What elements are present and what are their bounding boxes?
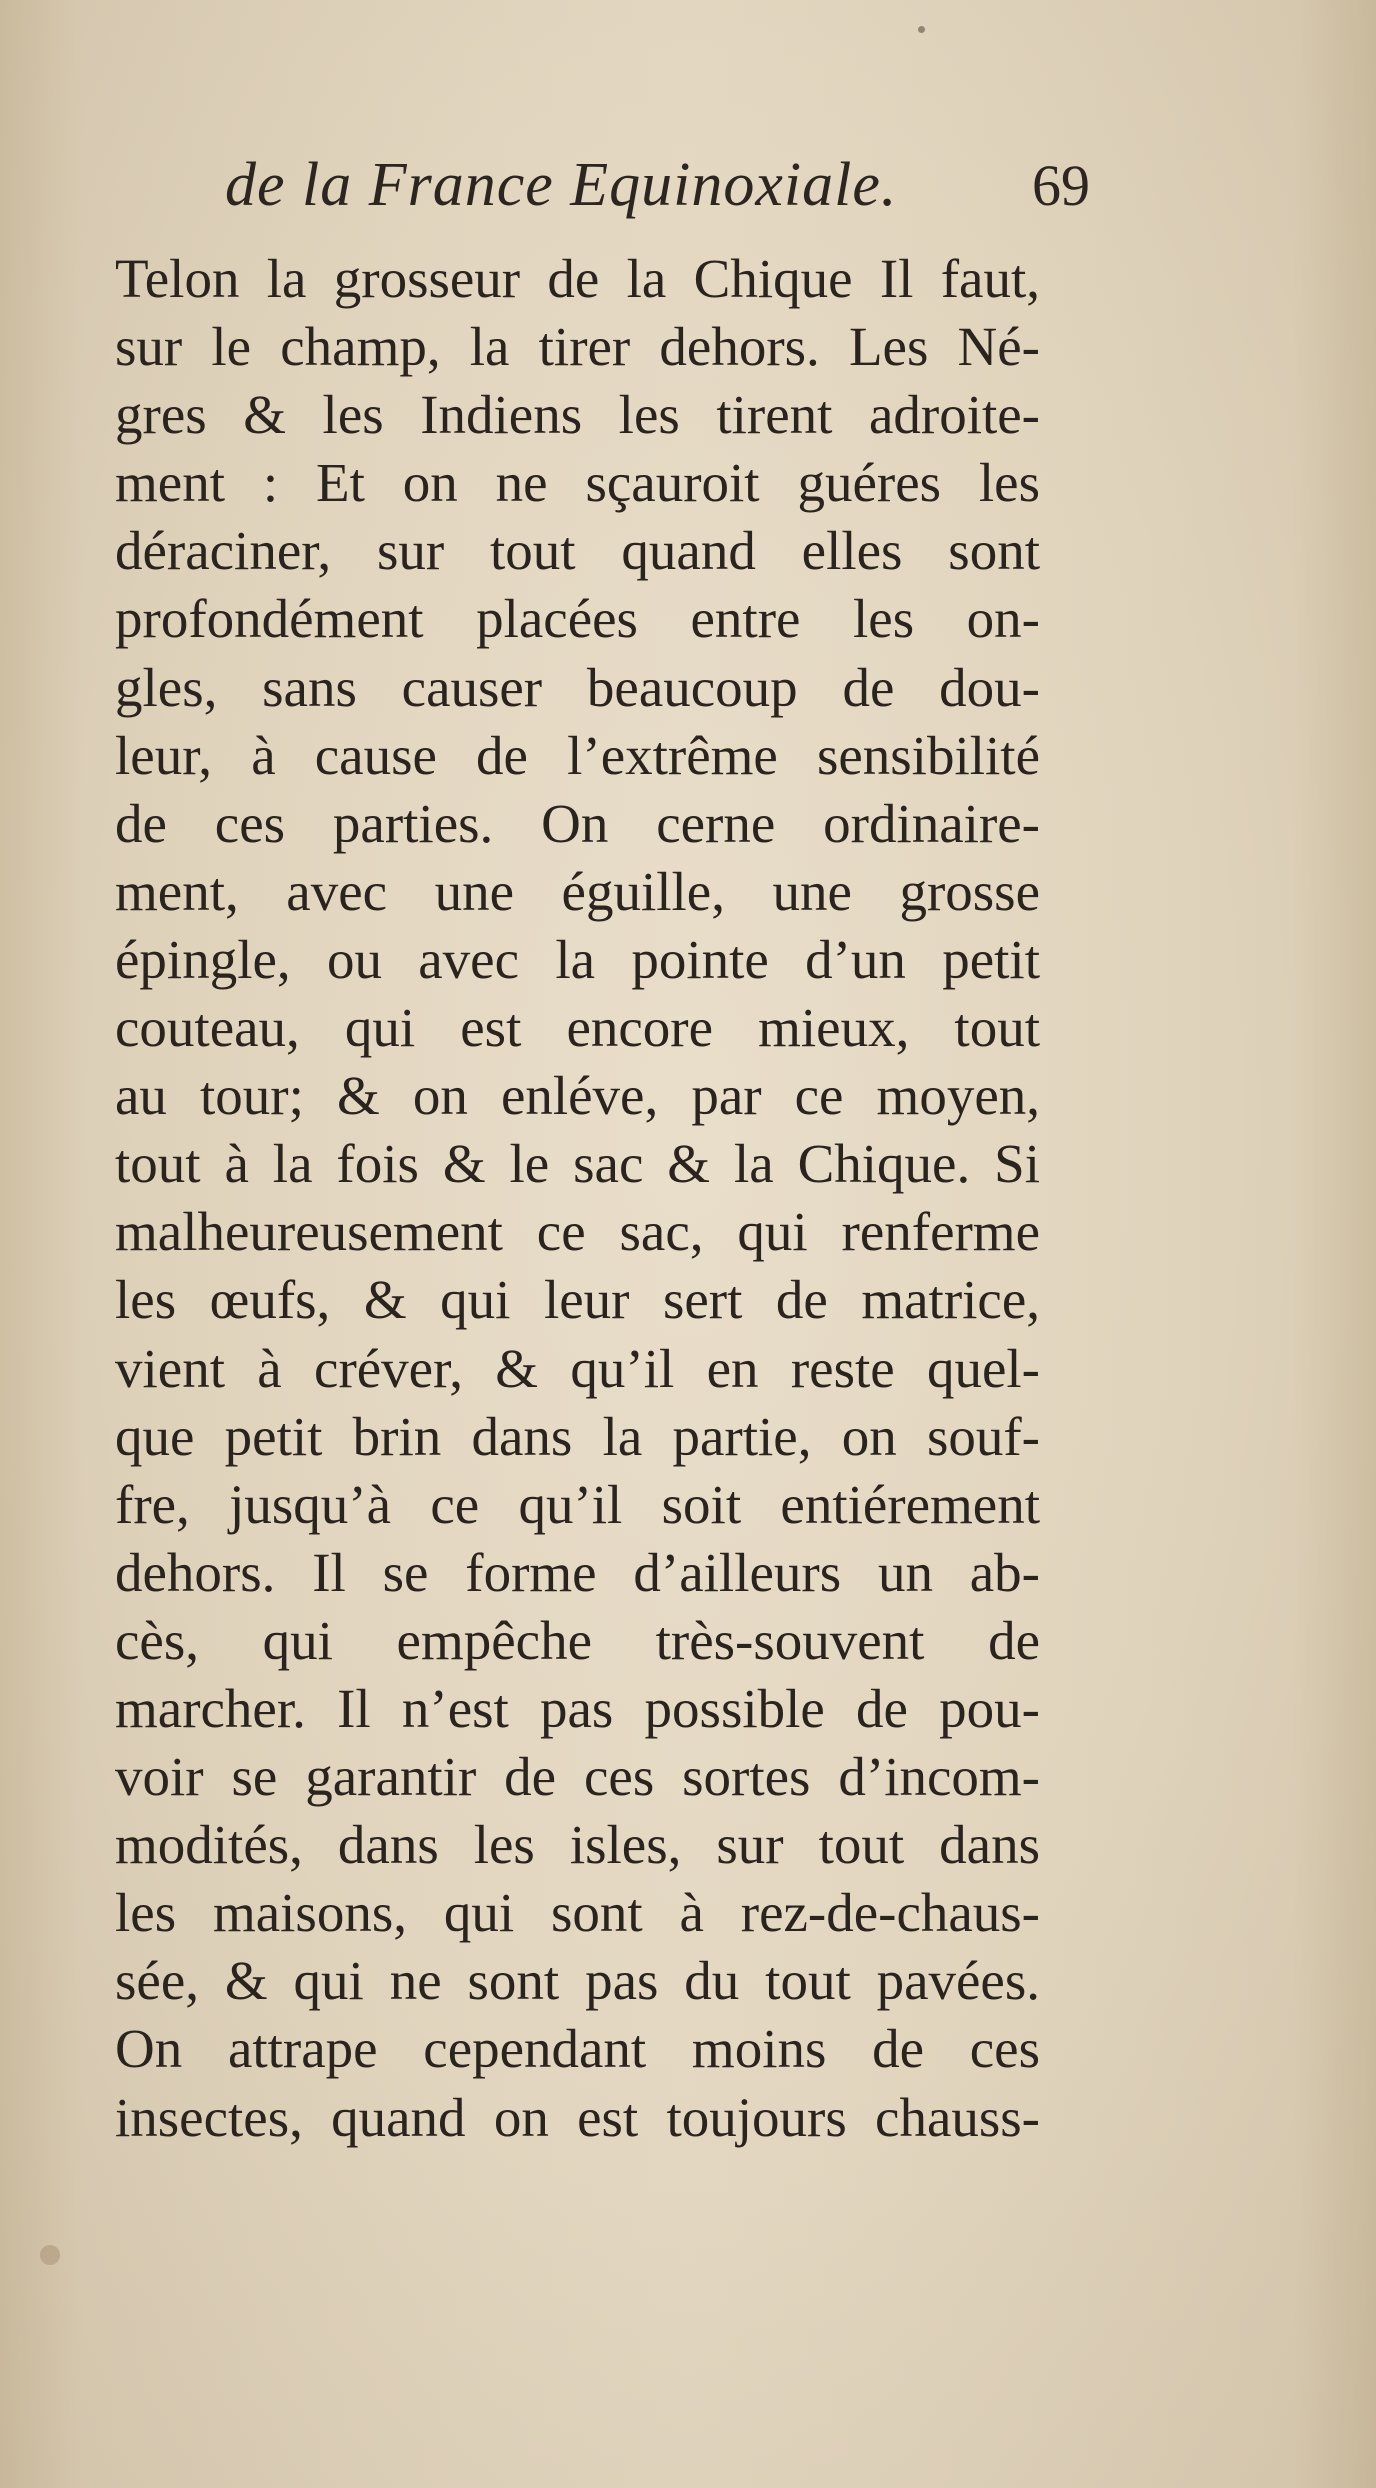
- text-line: tout à la fois & le sac & la Chique. Si: [115, 1133, 1040, 1195]
- text-line: gres & les Indiens les tirent adroite-: [115, 384, 1040, 446]
- ink-speck: [918, 26, 925, 33]
- text-line: ment : Et on ne sçauroit guéres les: [115, 452, 1040, 514]
- text-line: couteau, qui est encore mieux, tout: [115, 997, 1040, 1059]
- text-line: ment, avec une éguille, une grosse: [115, 860, 1040, 922]
- text-line: vient à créver, & qu’il en reste quel-: [115, 1337, 1040, 1399]
- text-line: que petit brin dans la partie, on souf-: [115, 1405, 1040, 1467]
- text-line: déraciner, sur tout quand elles sont: [115, 520, 1040, 582]
- page-header: [225, 150, 1090, 230]
- body-text: [115, 245, 1040, 2152]
- text-line: gles, sans causer beaucoup de dou-: [115, 656, 1040, 718]
- text-line: insectes, quand on est toujours chauss-: [115, 2086, 1040, 2148]
- text-line: malheureusement ce sac, qui renferme: [115, 1201, 1040, 1263]
- ink-stain: [40, 2245, 60, 2265]
- text-line: dehors. Il se forme d’ailleurs un ab-: [115, 1541, 1040, 1603]
- text-line: On attrape cependant moins de ces: [115, 2018, 1040, 2080]
- text-line: épingle, ou avec la pointe d’un petit: [115, 928, 1040, 990]
- text-line: modités, dans les isles, sur tout dans: [115, 1814, 1040, 1876]
- text-line: leur, à cause de l’extrême sensibilité: [115, 724, 1040, 786]
- text-line: cès, qui empêche très-souvent de: [115, 1609, 1040, 1671]
- page-number: 69: [1032, 153, 1090, 218]
- text-line: profondément placées entre les on-: [115, 588, 1040, 650]
- text-line: fre, jusqu’à ce qu’il soit entiérement: [115, 1473, 1040, 1535]
- text-line: voir se garantir de ces sortes d’incom-: [115, 1746, 1040, 1808]
- text-line: les œufs, & qui leur sert de matrice,: [115, 1269, 1040, 1331]
- text-line: sur le champ, la tirer dehors. Les Né-: [115, 316, 1040, 378]
- text-line: les maisons, qui sont à rez-de-chaus-: [115, 1882, 1040, 1944]
- text-line: au tour; & on enléve, par ce moyen,: [115, 1065, 1040, 1127]
- text-line: marcher. Il n’est pas possible de pou-: [115, 1677, 1040, 1739]
- running-head: de la France Equinoxiale.: [225, 151, 898, 219]
- text-line: Telon la grosseur de la Chique Il faut,: [115, 248, 1040, 309]
- text-line: sée, & qui ne sont pas du tout pavées.: [115, 1950, 1040, 2012]
- text-line: de ces parties. On cerne ordinaire-: [115, 792, 1040, 854]
